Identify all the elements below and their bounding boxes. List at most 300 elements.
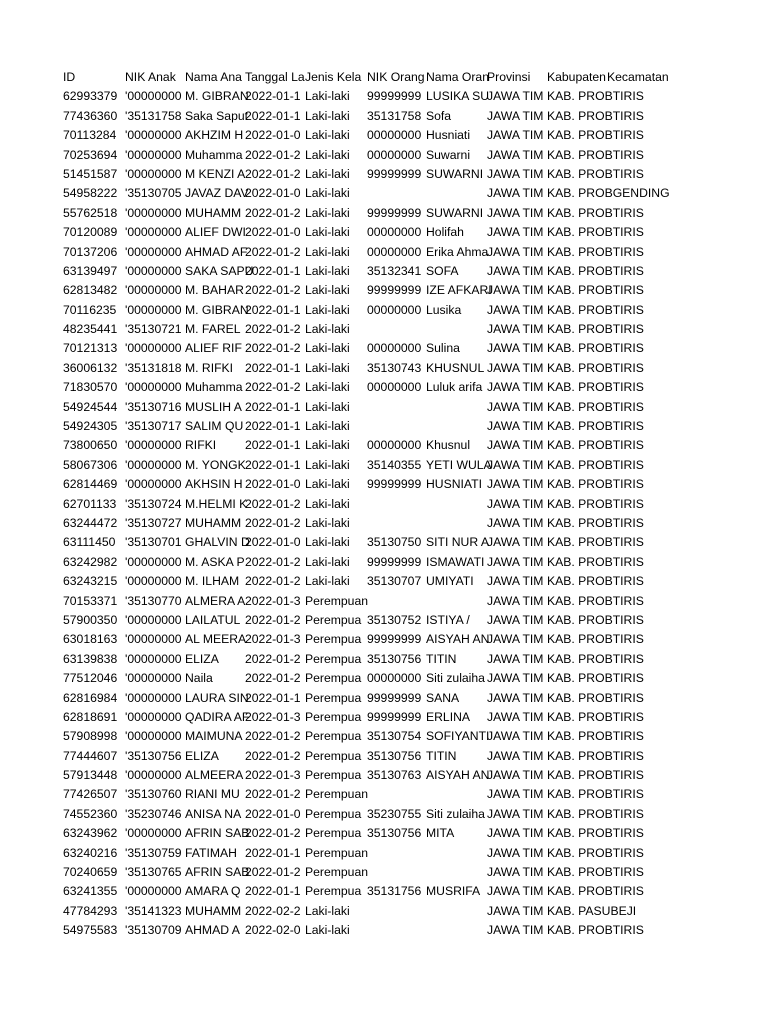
cell-nama-anak: SALIM QU bbox=[185, 419, 244, 434]
cell-id: 73800650 bbox=[63, 438, 118, 453]
cell-tanggal-lahir: 2022-01-2 bbox=[245, 865, 301, 880]
cell-nik-anak: '35130709 bbox=[125, 923, 182, 938]
cell-nik-orang-tua: 35130752 bbox=[367, 612, 422, 627]
cell-jenis-kelamin: Perempua bbox=[305, 612, 362, 627]
cell-jenis-kelamin: Laki-laki bbox=[305, 108, 350, 123]
cell-id: 70121313 bbox=[63, 341, 118, 356]
cell-provinsi: JAWA TIM bbox=[487, 574, 544, 589]
header-nama-anak: Nama Ana bbox=[185, 70, 242, 84]
cell-tanggal-lahir: 2022-01-2 bbox=[245, 826, 301, 841]
cell-tanggal-lahir: 2022-01-2 bbox=[245, 574, 301, 589]
cell-provinsi: JAWA TIM bbox=[487, 923, 544, 938]
cell-jenis-kelamin: Laki-laki bbox=[305, 166, 350, 181]
cell-id: 77426507 bbox=[63, 787, 118, 802]
cell-nik-anak: '00000000 bbox=[125, 477, 182, 492]
cell-nama-orang-tua: Holifah bbox=[426, 225, 464, 240]
cell-tanggal-lahir: 2022-01-2 bbox=[245, 205, 301, 220]
cell-provinsi: JAWA TIM bbox=[487, 438, 544, 453]
cell-jenis-kelamin: Perempua bbox=[305, 884, 362, 899]
cell-nik-anak: '00000000 bbox=[125, 166, 182, 181]
cell-tanggal-lahir: 2022-01-2 bbox=[245, 748, 301, 763]
cell-kabupaten: KAB. PROBTIRIS bbox=[547, 671, 644, 686]
cell-nik-anak: '00000000 bbox=[125, 709, 182, 724]
cell-jenis-kelamin: Laki-laki bbox=[305, 399, 350, 414]
cell-nik-anak: '00000000 bbox=[125, 147, 182, 162]
cell-kabupaten: KAB. PROBTIRIS bbox=[547, 748, 644, 763]
cell-id: 62818691 bbox=[63, 709, 118, 724]
cell-kabupaten: KAB. PROBTIRIS bbox=[547, 438, 644, 453]
cell-nama-anak: AMARA Q bbox=[185, 884, 241, 899]
cell-nik-anak: '00000000 bbox=[125, 690, 182, 705]
cell-kabupaten: KAB. PROBTIRIS bbox=[547, 263, 644, 278]
cell-id: 63139838 bbox=[63, 651, 118, 666]
cell-jenis-kelamin: Laki-laki bbox=[305, 341, 350, 356]
cell-id: 57900350 bbox=[63, 612, 118, 627]
cell-id: 70137206 bbox=[63, 244, 118, 259]
cell-nama-orang-tua: Khusnul bbox=[426, 438, 471, 453]
cell-nik-anak: '35130760 bbox=[125, 787, 182, 802]
cell-nama-orang-tua: Suwarni bbox=[426, 147, 471, 162]
cell-tanggal-lahir: 2022-01-3 bbox=[245, 632, 301, 647]
cell-provinsi: JAWA TIM bbox=[487, 302, 544, 317]
cell-jenis-kelamin: Perempua bbox=[305, 826, 362, 841]
cell-tanggal-lahir: 2022-01-0 bbox=[245, 128, 301, 143]
cell-nik-orang-tua: 00000000 bbox=[367, 438, 422, 453]
cell-nama-orang-tua: LUSIKA SU bbox=[426, 89, 489, 104]
cell-nik-orang-tua: 35140355 bbox=[367, 457, 422, 472]
cell-kabupaten: KAB. PROBTIRIS bbox=[547, 806, 644, 821]
cell-kabupaten: KAB. PROBTIRIS bbox=[547, 166, 644, 181]
header-provinsi: Provinsi bbox=[487, 70, 531, 84]
cell-kabupaten: KAB. PROBTIRIS bbox=[547, 690, 644, 705]
cell-nik-anak: '35230746 bbox=[125, 806, 182, 821]
cell-provinsi: JAWA TIM bbox=[487, 322, 544, 337]
cell-nik-orang-tua: 35230755 bbox=[367, 806, 422, 821]
cell-id: 71830570 bbox=[63, 380, 118, 395]
cell-nik-anak: '00000000 bbox=[125, 341, 182, 356]
cell-nama-anak: LAURA SIN bbox=[185, 690, 249, 705]
cell-provinsi: JAWA TIM bbox=[487, 806, 544, 821]
cell-jenis-kelamin: Laki-laki bbox=[305, 225, 350, 240]
cell-kabupaten: KAB. PROBGENDING bbox=[547, 186, 670, 201]
cell-provinsi: JAWA TIM bbox=[487, 535, 544, 550]
cell-id: 63242982 bbox=[63, 554, 118, 569]
cell-kabupaten: KAB. PROBTIRIS bbox=[547, 593, 644, 608]
cell-kabupaten: KAB. PROBTIRIS bbox=[547, 768, 644, 783]
cell-nama-anak: AHMAD A bbox=[185, 923, 240, 938]
cell-tanggal-lahir: 2022-01-2 bbox=[245, 515, 301, 530]
cell-nik-anak: '00000000 bbox=[125, 380, 182, 395]
cell-tanggal-lahir: 2022-01-1 bbox=[245, 108, 301, 123]
cell-nik-anak: '00000000 bbox=[125, 225, 182, 240]
cell-tanggal-lahir: 2022-01-2 bbox=[245, 166, 301, 181]
cell-tanggal-lahir: 2022-01-2 bbox=[245, 787, 301, 802]
cell-nik-orang-tua: 00000000 bbox=[367, 244, 422, 259]
cell-provinsi: JAWA TIM bbox=[487, 632, 544, 647]
cell-provinsi: JAWA TIM bbox=[487, 128, 544, 143]
cell-nama-orang-tua: UMIYATI bbox=[426, 574, 474, 589]
cell-tanggal-lahir: 2022-01-1 bbox=[245, 457, 301, 472]
header-id: ID bbox=[63, 70, 76, 84]
cell-kabupaten: KAB. PROBTIRIS bbox=[547, 283, 644, 298]
cell-id: 47784293 bbox=[63, 903, 118, 918]
cell-provinsi: JAWA TIM bbox=[487, 147, 544, 162]
header-nama-orang-tua: Nama Oran bbox=[426, 70, 489, 84]
cell-tanggal-lahir: 2022-01-1 bbox=[245, 399, 301, 414]
cell-jenis-kelamin: Laki-laki bbox=[305, 457, 350, 472]
cell-nik-anak: '35130765 bbox=[125, 865, 182, 880]
cell-nama-orang-tua: SOFIYANTI bbox=[426, 729, 490, 744]
cell-provinsi: JAWA TIM bbox=[487, 360, 544, 375]
cell-provinsi: JAWA TIM bbox=[487, 283, 544, 298]
cell-nama-anak: MUHAMM bbox=[185, 903, 242, 918]
cell-tanggal-lahir: 2022-01-1 bbox=[245, 845, 301, 860]
cell-id: 63111450 bbox=[63, 535, 116, 550]
cell-nama-orang-tua: Sofa bbox=[426, 108, 452, 123]
cell-nama-anak: QADIRA AF bbox=[185, 709, 250, 724]
cell-nama-anak: M.HELMI K bbox=[185, 496, 248, 511]
cell-id: 70153371 bbox=[63, 593, 118, 608]
cell-nama-orang-tua: Luluk arifa bbox=[426, 380, 483, 395]
cell-id: 70253694 bbox=[63, 147, 118, 162]
cell-nama-orang-tua: Siti zulaiha bbox=[426, 671, 485, 686]
cell-provinsi: JAWA TIM bbox=[487, 787, 544, 802]
cell-jenis-kelamin: Laki-laki bbox=[305, 419, 350, 434]
cell-provinsi: JAWA TIM bbox=[487, 671, 544, 686]
cell-provinsi: JAWA TIM bbox=[487, 457, 544, 472]
cell-nik-orang-tua: 35130756 bbox=[367, 651, 422, 666]
cell-kabupaten: KAB. PROBTIRIS bbox=[547, 108, 644, 123]
cell-jenis-kelamin: Perempuan bbox=[305, 865, 369, 880]
cell-nik-anak: '35130724 bbox=[125, 496, 182, 511]
cell-jenis-kelamin: Perempua bbox=[305, 671, 362, 686]
cell-nama-anak: ALIEF RIF bbox=[185, 341, 242, 356]
cell-nama-anak: M. GIBRAN bbox=[185, 302, 249, 317]
cell-nik-orang-tua: 35130756 bbox=[367, 748, 422, 763]
cell-nik-anak: '00000000 bbox=[125, 554, 182, 569]
cell-tanggal-lahir: 2022-01-2 bbox=[245, 554, 301, 569]
cell-kabupaten: KAB. PROBTIRIS bbox=[547, 496, 644, 511]
cell-nik-orang-tua: 00000000 bbox=[367, 225, 422, 240]
cell-nik-anak: '00000000 bbox=[125, 302, 182, 317]
cell-nama-anak: LAILATUL bbox=[185, 612, 241, 627]
cell-provinsi: JAWA TIM bbox=[487, 341, 544, 356]
cell-kabupaten: KAB. PROBTIRIS bbox=[547, 865, 644, 880]
cell-jenis-kelamin: Laki-laki bbox=[305, 186, 350, 201]
cell-nik-anak: '00000000 bbox=[125, 244, 182, 259]
cell-nik-anak: '00000000 bbox=[125, 205, 182, 220]
cell-nama-anak: ALMERA A bbox=[185, 593, 246, 608]
cell-tanggal-lahir: 2022-02-2 bbox=[245, 903, 301, 918]
cell-kabupaten: KAB. PROBTIRIS bbox=[547, 399, 644, 414]
header-tanggal-lahir: Tanggal La bbox=[245, 70, 305, 84]
cell-kabupaten: KAB. PASUBEJI bbox=[547, 903, 637, 918]
cell-nama-orang-tua: AISYAH AN bbox=[426, 632, 490, 647]
cell-nama-orang-tua: MITA bbox=[426, 826, 455, 841]
cell-nik-orang-tua: 35132341 bbox=[367, 263, 422, 278]
cell-nama-anak: ALMEERA bbox=[185, 768, 244, 783]
cell-jenis-kelamin: Laki-laki bbox=[305, 515, 350, 530]
cell-nama-anak: MUSLIH A bbox=[185, 399, 242, 414]
cell-id: 63139497 bbox=[63, 263, 118, 278]
cell-jenis-kelamin: Laki-laki bbox=[305, 380, 350, 395]
cell-nama-orang-tua: ERLINA bbox=[426, 709, 471, 724]
cell-tanggal-lahir: 2022-01-1 bbox=[245, 302, 301, 317]
cell-nama-anak: AFRIN SAB bbox=[185, 865, 250, 880]
cell-id: 70240659 bbox=[63, 865, 118, 880]
cell-kabupaten: KAB. PROBTIRIS bbox=[547, 535, 644, 550]
cell-tanggal-lahir: 2022-01-2 bbox=[245, 612, 301, 627]
cell-nama-anak: Naila bbox=[185, 671, 213, 686]
cell-jenis-kelamin: Laki-laki bbox=[305, 205, 350, 220]
cell-tanggal-lahir: 2022-01-1 bbox=[245, 438, 301, 453]
cell-nama-anak: AKHZIM H bbox=[185, 128, 244, 143]
cell-kabupaten: KAB. PROBTIRIS bbox=[547, 515, 644, 530]
cell-tanggal-lahir: 2022-01-1 bbox=[245, 263, 301, 278]
cell-nik-orang-tua: 35130750 bbox=[367, 535, 422, 550]
cell-kabupaten: KAB. PROBTIRIS bbox=[547, 709, 644, 724]
cell-nik-anak: '35130716 bbox=[125, 399, 182, 414]
cell-nik-orang-tua: 99999999 bbox=[367, 477, 422, 492]
cell-id: 63244472 bbox=[63, 515, 118, 530]
header-nik-anak: NIK Anak bbox=[125, 70, 176, 84]
cell-nama-anak: AKHSIN H bbox=[185, 477, 243, 492]
cell-tanggal-lahir: 2022-01-0 bbox=[245, 477, 301, 492]
cell-nama-anak: RIANI MU bbox=[185, 787, 240, 802]
cell-nik-anak: '00000000 bbox=[125, 457, 182, 472]
cell-nama-orang-tua: Husniati bbox=[426, 128, 471, 143]
cell-tanggal-lahir: 2022-01-2 bbox=[245, 322, 301, 337]
cell-nama-orang-tua: ISTIYA / bbox=[426, 612, 470, 627]
header-kabupaten: Kabupaten bbox=[547, 70, 606, 84]
cell-jenis-kelamin: Laki-laki bbox=[305, 496, 350, 511]
cell-jenis-kelamin: Laki-laki bbox=[305, 263, 350, 278]
cell-nik-anak: '00000000 bbox=[125, 651, 182, 666]
cell-kabupaten: KAB. PROBTIRIS bbox=[547, 341, 644, 356]
cell-kabupaten: KAB. PROBTIRIS bbox=[547, 477, 644, 492]
cell-tanggal-lahir: 2022-01-2 bbox=[245, 283, 301, 298]
cell-nama-orang-tua: Erika Ahma bbox=[426, 244, 489, 259]
cell-nama-anak: Saka Saput bbox=[185, 108, 249, 123]
header-jenis-kelamin: Jenis Kela bbox=[305, 70, 362, 84]
cell-id: 74552360 bbox=[63, 806, 118, 821]
cell-id: 55762518 bbox=[63, 205, 118, 220]
cell-nik-anak: '00000000 bbox=[125, 671, 182, 686]
cell-tanggal-lahir: 2022-01-2 bbox=[245, 341, 301, 356]
cell-tanggal-lahir: 2022-01-1 bbox=[245, 884, 301, 899]
cell-nik-anak: '00000000 bbox=[125, 768, 182, 783]
cell-id: 54924544 bbox=[63, 399, 118, 414]
cell-provinsi: JAWA TIM bbox=[487, 826, 544, 841]
cell-nama-anak: ELIZA bbox=[185, 651, 219, 666]
cell-jenis-kelamin: Laki-laki bbox=[305, 535, 350, 550]
cell-jenis-kelamin: Laki-laki bbox=[305, 244, 350, 259]
cell-id: 57913448 bbox=[63, 768, 118, 783]
cell-id: 70116235 bbox=[63, 302, 117, 317]
cell-tanggal-lahir: 2022-01-2 bbox=[245, 671, 301, 686]
cell-nama-orang-tua: TITIN bbox=[426, 748, 457, 763]
cell-provinsi: JAWA TIM bbox=[487, 593, 544, 608]
cell-nama-anak: M. YONGK bbox=[185, 457, 246, 472]
cell-kabupaten: KAB. PROBTIRIS bbox=[547, 554, 644, 569]
cell-nik-orang-tua: 00000000 bbox=[367, 302, 422, 317]
cell-tanggal-lahir: 2022-01-0 bbox=[245, 225, 301, 240]
cell-nama-orang-tua: SITI NUR A bbox=[426, 535, 489, 550]
cell-nama-anak: M. ASKA P bbox=[185, 554, 245, 569]
cell-id: 54975583 bbox=[63, 923, 118, 938]
cell-nik-orang-tua: 99999999 bbox=[367, 166, 422, 181]
cell-id: 62816984 bbox=[63, 690, 118, 705]
cell-jenis-kelamin: Perempua bbox=[305, 729, 362, 744]
cell-nama-anak: RIFKI bbox=[185, 438, 217, 453]
cell-tanggal-lahir: 2022-01-1 bbox=[245, 360, 301, 375]
cell-nik-orang-tua: 00000000 bbox=[367, 380, 422, 395]
cell-nama-orang-tua: YETI WULA bbox=[426, 457, 492, 472]
cell-nama-anak: JAVAZ DAV bbox=[185, 186, 249, 201]
cell-nik-orang-tua: 00000000 bbox=[367, 341, 422, 356]
cell-provinsi: JAWA TIM bbox=[487, 89, 544, 104]
cell-nama-anak: SAKA SAPU bbox=[185, 263, 254, 278]
cell-nama-orang-tua: Siti zulaiha bbox=[426, 806, 485, 821]
cell-nama-anak: M. ILHAM bbox=[185, 574, 240, 589]
cell-nama-anak: FATIMAH bbox=[185, 845, 237, 860]
cell-nik-anak: '35131758 bbox=[125, 108, 182, 123]
cell-provinsi: JAWA TIM bbox=[487, 419, 544, 434]
cell-nama-orang-tua: AISYAH AN bbox=[426, 768, 490, 783]
cell-nama-orang-tua: TITIN bbox=[426, 651, 457, 666]
cell-tanggal-lahir: 2022-02-0 bbox=[245, 923, 301, 938]
cell-nik-anak: '00000000 bbox=[125, 89, 182, 104]
cell-nik-anak: '35141323 bbox=[125, 903, 182, 918]
cell-id: 63240216 bbox=[63, 845, 118, 860]
cell-jenis-kelamin: Perempua bbox=[305, 709, 362, 724]
cell-kabupaten: KAB. PROBTIRIS bbox=[547, 787, 644, 802]
cell-provinsi: JAWA TIM bbox=[487, 515, 544, 530]
cell-id: 51451587 bbox=[63, 166, 118, 181]
cell-tanggal-lahir: 2022-01-2 bbox=[245, 147, 301, 162]
cell-kabupaten: KAB. PROBTIRIS bbox=[547, 244, 644, 259]
cell-kabupaten: KAB. PROBTIRIS bbox=[547, 322, 644, 337]
cell-kabupaten: KAB. PROBTIRIS bbox=[547, 205, 644, 220]
cell-nik-orang-tua: 00000000 bbox=[367, 128, 422, 143]
cell-jenis-kelamin: Laki-laki bbox=[305, 554, 350, 569]
cell-nama-orang-tua: IZE AFKARI bbox=[426, 283, 492, 298]
cell-tanggal-lahir: 2022-01-1 bbox=[245, 89, 301, 104]
cell-jenis-kelamin: Perempua bbox=[305, 632, 362, 647]
cell-nama-anak: M. RIFKI bbox=[185, 360, 234, 375]
cell-id: 70113284 bbox=[63, 128, 117, 143]
cell-jenis-kelamin: Laki-laki bbox=[305, 574, 350, 589]
cell-jenis-kelamin: Laki-laki bbox=[305, 438, 350, 453]
cell-jenis-kelamin: Laki-laki bbox=[305, 360, 350, 375]
cell-nik-orang-tua: 35130754 bbox=[367, 729, 422, 744]
cell-provinsi: JAWA TIM bbox=[487, 729, 544, 744]
cell-id: 63243215 bbox=[63, 574, 118, 589]
cell-id: 36006132 bbox=[63, 360, 118, 375]
cell-provinsi: JAWA TIM bbox=[487, 108, 544, 123]
cell-kabupaten: KAB. PROBTIRIS bbox=[547, 574, 644, 589]
cell-id: 63243962 bbox=[63, 826, 118, 841]
cell-kabupaten: KAB. PROBTIRIS bbox=[547, 380, 644, 395]
cell-nama-anak: M. FAREL bbox=[185, 322, 241, 337]
cell-kabupaten: KAB. PROBTIRIS bbox=[547, 89, 644, 104]
cell-provinsi: JAWA TIM bbox=[487, 186, 544, 201]
header-kecamatan: Kecamatan bbox=[607, 70, 669, 84]
cell-jenis-kelamin: Perempua bbox=[305, 690, 362, 705]
cell-nama-orang-tua: SOFA bbox=[426, 263, 459, 278]
cell-id: 62814469 bbox=[63, 477, 118, 492]
cell-kabupaten: KAB. PROBTIRIS bbox=[547, 632, 644, 647]
cell-nik-anak: '00000000 bbox=[125, 612, 182, 627]
cell-nik-orang-tua: 99999999 bbox=[367, 205, 422, 220]
cell-kabupaten: KAB. PROBTIRIS bbox=[547, 302, 644, 317]
cell-tanggal-lahir: 2022-01-2 bbox=[245, 651, 301, 666]
cell-jenis-kelamin: Laki-laki bbox=[305, 128, 350, 143]
cell-nama-anak: AFRIN SAB bbox=[185, 826, 250, 841]
cell-nik-anak: '00000000 bbox=[125, 826, 182, 841]
cell-nama-anak: GHALVIN D bbox=[185, 535, 250, 550]
cell-kabupaten: KAB. PROBTIRIS bbox=[547, 457, 644, 472]
cell-id: 77436360 bbox=[63, 108, 118, 123]
cell-provinsi: JAWA TIM bbox=[487, 845, 544, 860]
cell-provinsi: JAWA TIM bbox=[487, 380, 544, 395]
cell-kabupaten: KAB. PROBTIRIS bbox=[547, 826, 644, 841]
cell-nik-orang-tua: 99999999 bbox=[367, 89, 422, 104]
header-nik-orang-tua: NIK Orang bbox=[367, 70, 425, 84]
cell-kabupaten: KAB. PROBTIRIS bbox=[547, 360, 644, 375]
cell-tanggal-lahir: 2022-01-2 bbox=[245, 244, 301, 259]
cell-provinsi: JAWA TIM bbox=[487, 865, 544, 880]
cell-nik-anak: '35130705 bbox=[125, 186, 182, 201]
cell-nik-anak: '35130717 bbox=[125, 419, 182, 434]
cell-nik-anak: '35130759 bbox=[125, 845, 182, 860]
cell-provinsi: JAWA TIM bbox=[487, 903, 544, 918]
cell-provinsi: JAWA TIM bbox=[487, 709, 544, 724]
cell-tanggal-lahir: 2022-01-3 bbox=[245, 709, 301, 724]
cell-id: 58067306 bbox=[63, 457, 118, 472]
cell-nik-anak: '35130701 bbox=[125, 535, 182, 550]
cell-kabupaten: KAB. PROBTIRIS bbox=[547, 651, 644, 666]
cell-id: 77444607 bbox=[63, 748, 118, 763]
cell-jenis-kelamin: Perempuan bbox=[305, 787, 369, 802]
cell-provinsi: JAWA TIM bbox=[487, 399, 544, 414]
cell-kabupaten: KAB. PROBTIRIS bbox=[547, 923, 644, 938]
cell-nik-anak: '00000000 bbox=[125, 574, 182, 589]
cell-nik-anak: '35130721 bbox=[125, 322, 182, 337]
cell-nik-orang-tua: 99999999 bbox=[367, 554, 422, 569]
cell-nik-anak: '00000000 bbox=[125, 729, 182, 744]
cell-nama-anak: AL MEERA bbox=[185, 632, 247, 647]
cell-id: 62701133 bbox=[63, 496, 117, 511]
cell-id: 57908998 bbox=[63, 729, 118, 744]
cell-nik-anak: '00000000 bbox=[125, 884, 182, 899]
cell-kabupaten: KAB. PROBTIRIS bbox=[547, 225, 644, 240]
cell-provinsi: JAWA TIM bbox=[487, 554, 544, 569]
cell-nik-orang-tua: 99999999 bbox=[367, 709, 422, 724]
cell-nik-anak: '35130770 bbox=[125, 593, 182, 608]
cell-jenis-kelamin: Perempua bbox=[305, 651, 362, 666]
cell-jenis-kelamin: Perempua bbox=[305, 768, 362, 783]
cell-id: 63018163 bbox=[63, 632, 118, 647]
cell-nama-orang-tua: MUSRIFA bbox=[426, 884, 481, 899]
cell-kabupaten: KAB. PROBTIRIS bbox=[547, 612, 644, 627]
cell-jenis-kelamin: Laki-laki bbox=[305, 302, 350, 317]
cell-jenis-kelamin: Laki-laki bbox=[305, 322, 350, 337]
cell-jenis-kelamin: Laki-laki bbox=[305, 903, 350, 918]
cell-nama-orang-tua: KHUSNUL bbox=[426, 360, 485, 375]
cell-id: 54958222 bbox=[63, 186, 118, 201]
cell-nik-orang-tua: 35131756 bbox=[367, 884, 422, 899]
